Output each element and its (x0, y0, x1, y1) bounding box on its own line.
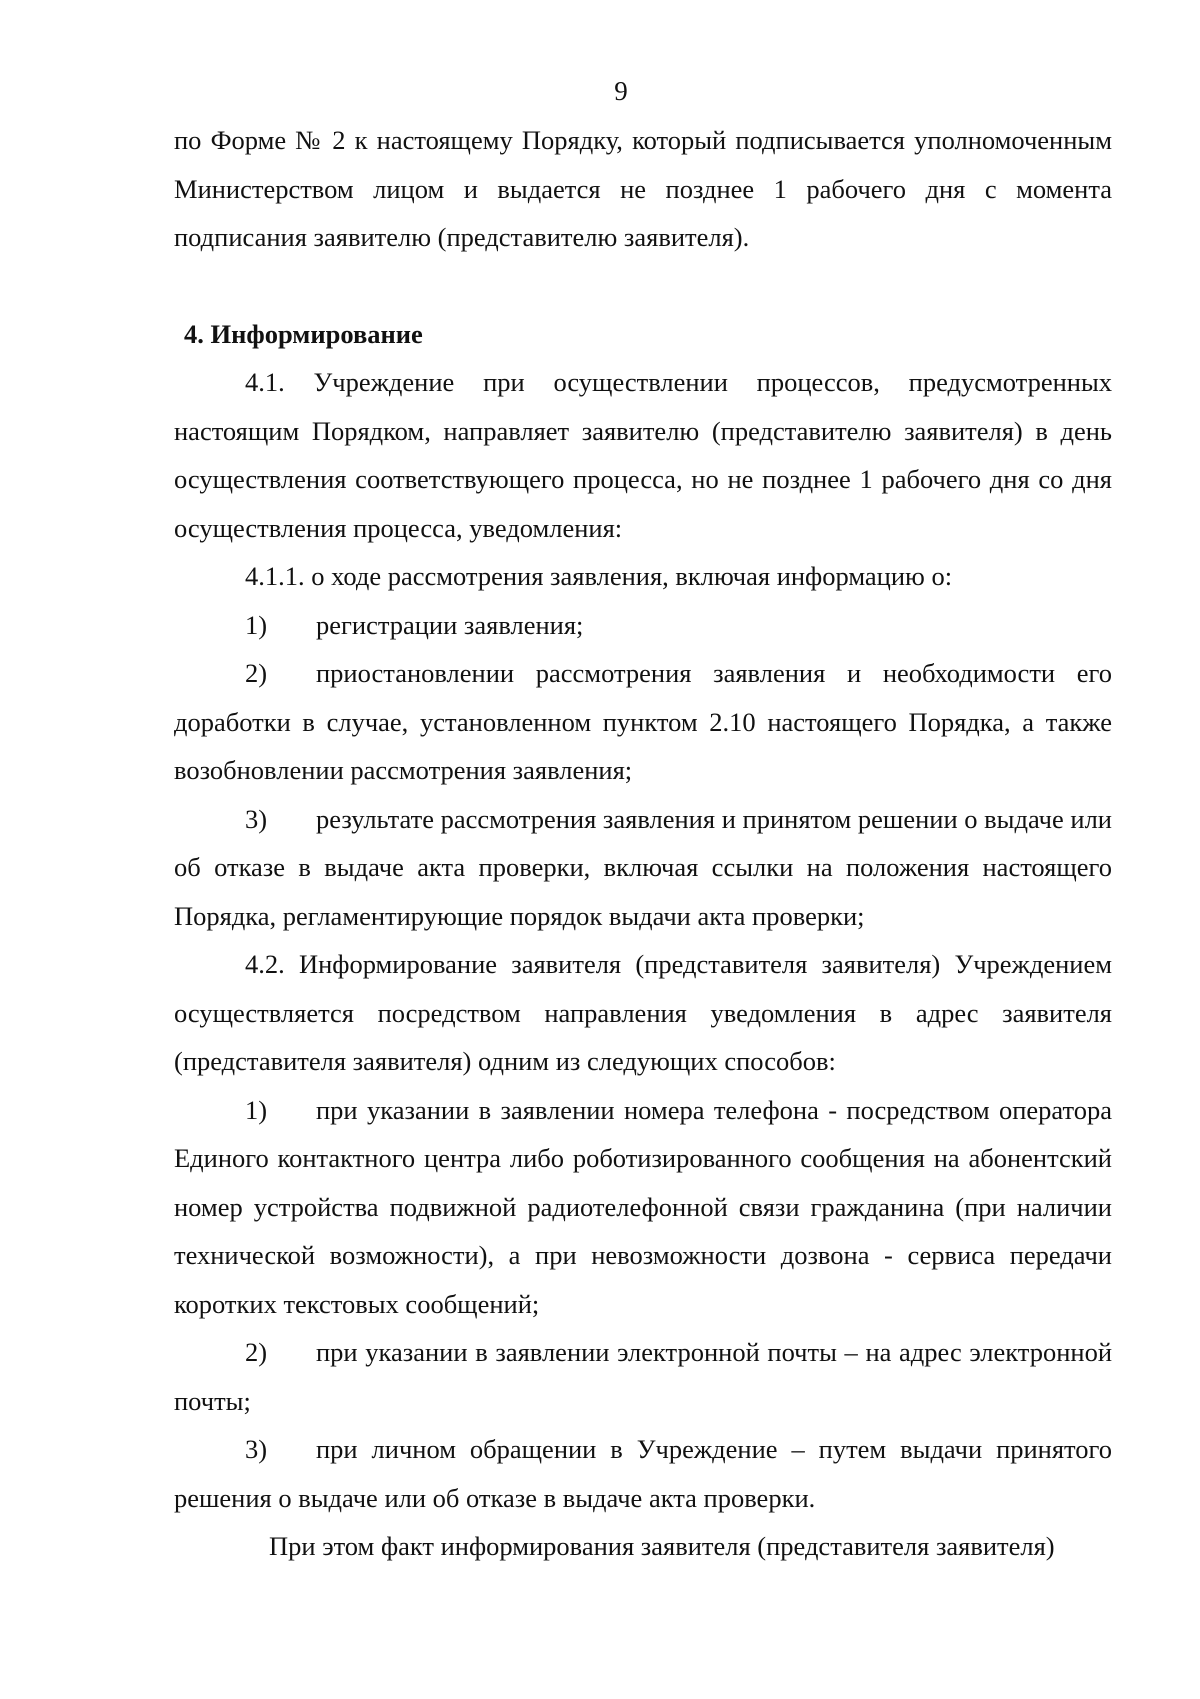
section-heading: 4. Информирование (184, 318, 423, 349)
list-item-1-text: регистрации заявления; (316, 609, 584, 640)
list-item-2-text: приостановлении рассмотрения заявления и необходимости его доработки в случае, установленном пунктом 2.10 настоящего Порядка, а также возобновлении рассмотрения заявления; (174, 658, 1112, 785)
list-item-2 (174, 649, 1112, 795)
way-item-3-text: при личном обращении в Учреждение – путем выдачи принятого решения о выдаче или об отказе в выдаче акта проверки. (174, 1434, 1112, 1513)
list-item-3-number: 3) (245, 803, 268, 834)
way-item-3-number: 3) (245, 1434, 268, 1464)
way-item-1-number: 1) (245, 1094, 268, 1125)
way-item-1-text: при указании в заявлении номера телефона - посредством оператора Единого контактного центра либо роботизированного сообщения на абонентский номер устройства подвижной радиотелефонной связи гражданина (при наличии технической возможности), а при невозможности дозвона - сервиса передачи коротких текстовых сообщений; (174, 1094, 1112, 1319)
way-item-2-text: при указании в заявлении электронной почты – на адрес электронной почты; (174, 1337, 1112, 1416)
way-item-3 (174, 1425, 1112, 1522)
list-item-3 (174, 795, 1112, 941)
list-item-2-number: 2) (245, 658, 268, 688)
way-item-1 (174, 1086, 1112, 1329)
way-item-2 (174, 1328, 1112, 1425)
list-item-1-number: 1) (245, 609, 268, 640)
document-body (174, 116, 1112, 1571)
paragraph-4-1: 4.1. Учреждение при осуществлении процессов, предусмотренных настоящим Порядком, направляет заявителю (представителю заявителя) в день осуществления соответствующего процесса, но не позднее 1 рабочего дня со дня осуществления процесса, уведомления: (174, 367, 1112, 543)
continuation-paragraph: по Форме № 2 к настоящему Порядку, который подписывается уполномоченным Министерством лицом и выдается не позднее 1 рабочего дня с момента подписания заявителю (представителю заявителя). (174, 125, 1112, 252)
paragraph-4-2: 4.2. Информирование заявителя (представителя заявителя) Учреждением осуществляется посредством направления уведомления в адрес заявителя (представителя заявителя) одним из следующих способов: (174, 949, 1112, 1076)
list-item-3-text: результате рассмотрения заявления и принятом решении о выдаче или об отказе в выдаче акта проверки, включая ссылки на положения настоящего Порядка, регламентирующие порядок выдачи акта проверки; (174, 803, 1112, 931)
paragraph-4-1-1: 4.1.1. о ходе рассмотрения заявления, включая информацию о: (245, 561, 953, 591)
list-item-1 (174, 601, 1112, 650)
page-number: 9 (614, 76, 628, 106)
way-item-2-number: 2) (245, 1337, 268, 1367)
closing-paragraph: При этом факт информирования заявителя (представителя заявителя) (269, 1531, 1055, 1561)
